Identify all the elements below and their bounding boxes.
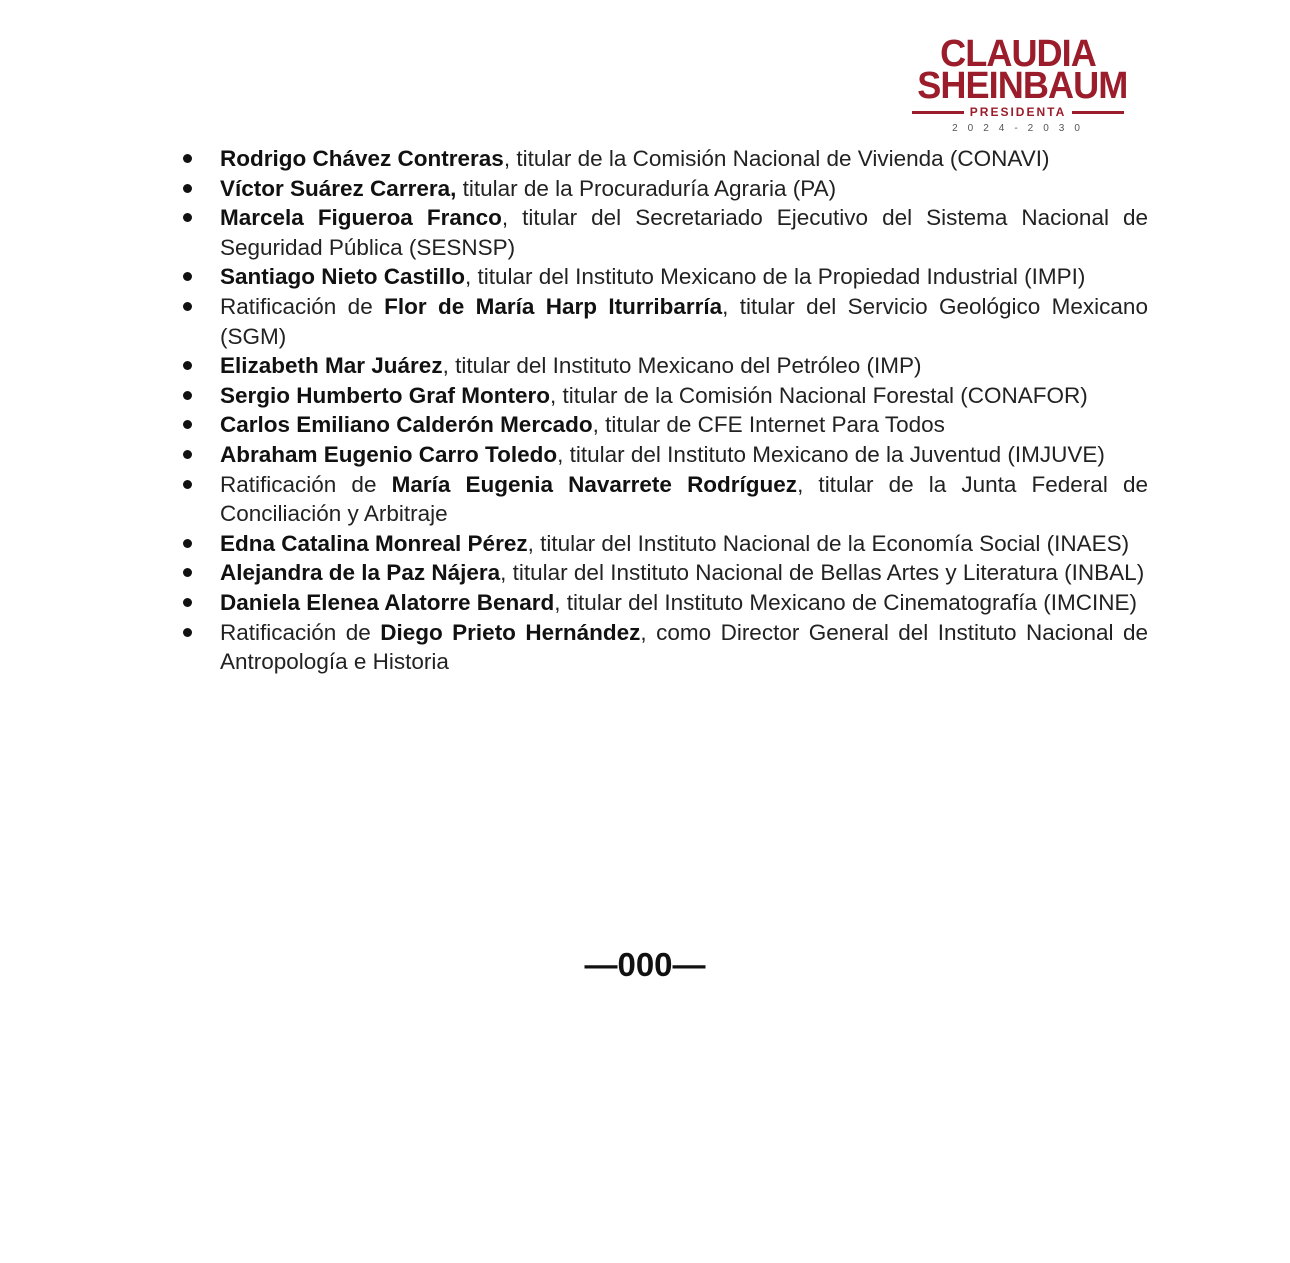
bullet-icon (183, 568, 192, 577)
appointment-role: , titular del Instituto Mexicano de la Juventud (IMJUVE) (557, 441, 1105, 467)
logo-name-last: SHEINBAUM (917, 65, 1128, 107)
logo-subtitle: PRESIDENTA (969, 105, 1067, 119)
appointment-role: , titular del Instituto Mexicano de Cinematografía (IMCINE) (554, 589, 1138, 615)
appointee-name: Diego Prieto Hernández (380, 619, 641, 645)
appointment-item (180, 381, 1148, 411)
appointments-list (180, 144, 1148, 677)
appointment-role: , titular del Instituto Nacional de Bellas Artes y Literatura (INBAL) (500, 560, 1145, 586)
appointment-item (180, 558, 1148, 588)
appointment-prefix: Ratificación de (220, 619, 381, 645)
bullet-icon (183, 450, 192, 459)
bullet-icon (183, 361, 192, 370)
bullet-icon (183, 272, 192, 281)
bullet-icon (183, 628, 192, 637)
bullet-icon (183, 154, 192, 163)
appointment-role: , titular del Secretariado Ejecutivo del Sistema Nacional de Seguridad Pública (SESNSP) (220, 205, 1148, 260)
appointment-role: , titular de la Comisión Nacional Forestal (CONAFOR) (550, 382, 1088, 408)
appointment-prefix: Ratificación de (220, 471, 392, 497)
appointment-item (180, 470, 1148, 529)
appointment-item (180, 588, 1148, 618)
appointee-name: Elizabeth Mar Juárez (220, 353, 443, 379)
bullet-icon (183, 302, 192, 311)
appointee-name: Daniela Elenea Alatorre Benard (220, 589, 555, 615)
appointee-name: María Eugenia Navarrete Rodríguez (391, 471, 798, 497)
appointment-item (180, 262, 1148, 292)
appointment-role: , titular de CFE Internet Para Todos (592, 412, 945, 438)
appointment-item (180, 174, 1148, 204)
appointment-item (180, 440, 1148, 470)
appointment-prefix: Ratificación de (220, 293, 385, 319)
closing-mark: —000— (584, 946, 706, 983)
appointment-item (180, 410, 1148, 440)
appointment-role: , titular del Instituto Mexicano del Petróleo (IMP) (442, 353, 922, 379)
appointment-role: , titular del Instituto Nacional de la Economía Social (INAES) (527, 530, 1130, 556)
appointment-role: , titular de la Junta Federal de Conciliación y Arbitraje (220, 471, 1148, 527)
appointment-item (180, 144, 1148, 174)
appointee-name: Alejandra de la Paz Nájera (220, 560, 501, 586)
bullet-icon (183, 480, 192, 489)
appointment-item (180, 292, 1148, 351)
appointment-role: , titular del Servicio Geológico Mexicano (SGM) (220, 293, 1148, 349)
bullet-icon (183, 539, 192, 548)
appointment-role: , titular del Instituto Mexicano de la Propiedad Industrial (IMPI) (465, 264, 1086, 290)
appointee-name: Edna Catalina Monreal Pérez (220, 530, 528, 556)
appointee-name: Abraham Eugenio Carro Toledo (220, 441, 558, 467)
logo-rule-right (1072, 111, 1124, 114)
logo-years: 2024-2030 (952, 123, 1090, 134)
appointment-item (180, 351, 1148, 381)
bullet-icon (183, 391, 192, 400)
bullet-icon (183, 213, 192, 222)
appointee-name: Rodrigo Chávez Contreras (220, 146, 504, 171)
appointee-name: Carlos Emiliano Calderón Mercado (220, 412, 593, 438)
bullet-icon (183, 420, 192, 429)
appointee-name: Flor de María Harp Iturribarría (384, 293, 723, 319)
bullet-icon (183, 184, 192, 193)
appointee-name: Víctor Suárez Carrera, (220, 175, 457, 201)
appointment-item (180, 203, 1148, 262)
appointment-role: , como Director General del Instituto Nacional de Antropología e Historia (220, 619, 1148, 675)
appointment-role: , titular de la Comisión Nacional de Vivienda (CONAVI) (503, 146, 1050, 171)
bullet-icon (183, 598, 192, 607)
logo-name-first: CLAUDIA (940, 33, 1096, 75)
logo-rule-left (912, 111, 964, 114)
logo-subtitle-row (912, 105, 1124, 119)
appointment-item (180, 529, 1148, 559)
appointment-role: titular de la Procuraduría Agraria (PA) (456, 175, 837, 201)
appointee-name: Santiago Nieto Castillo (220, 264, 466, 290)
presidential-logo (912, 33, 1128, 138)
appointee-name: Sergio Humberto Graf Montero (220, 382, 551, 408)
appointee-name: Marcela Figueroa Franco (220, 205, 502, 231)
appointment-item (180, 618, 1148, 677)
